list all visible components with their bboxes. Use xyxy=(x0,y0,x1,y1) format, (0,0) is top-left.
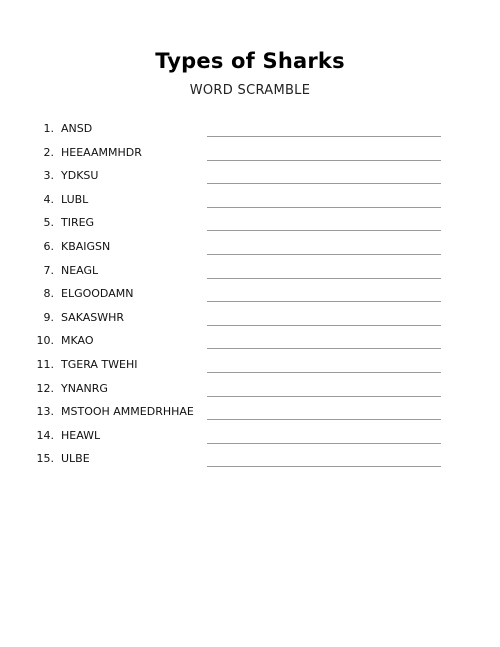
list-item xyxy=(0,262,500,286)
scrambled-word: ULBE xyxy=(61,452,90,466)
answer-line xyxy=(207,160,441,161)
scrambled-word: KBAIGSN xyxy=(61,239,111,253)
scrambled-word: MSTOOH AMMEDRHHAE xyxy=(61,405,194,419)
item-number: 12. xyxy=(36,381,54,395)
scrambled-word: TGERA TWEHI xyxy=(61,357,138,371)
scrambled-word: NEAGL xyxy=(61,263,99,277)
scrambled-word: TIREG xyxy=(61,216,95,230)
item-number: 13. xyxy=(36,405,54,419)
list-item xyxy=(0,403,500,427)
page-title: Types of Sharks xyxy=(155,49,345,73)
item-number: 11. xyxy=(36,357,54,371)
list-item xyxy=(0,120,500,144)
answer-line xyxy=(207,466,441,467)
item-number: 1. xyxy=(43,122,54,135)
answer-line xyxy=(207,372,441,373)
list-item xyxy=(0,214,500,238)
list-item xyxy=(0,167,500,191)
list-item xyxy=(0,332,500,356)
page-subtitle: WORD SCRAMBLE xyxy=(189,83,311,98)
list-item xyxy=(0,427,500,451)
answer-line xyxy=(207,254,441,255)
list-item xyxy=(0,144,500,168)
item-number: 5. xyxy=(43,216,54,230)
item-number: 4. xyxy=(43,192,54,206)
list-item xyxy=(0,191,500,215)
scrambled-word: HEEAAMMHDR xyxy=(61,145,142,159)
item-number: 6. xyxy=(43,239,54,253)
answer-line xyxy=(207,419,441,420)
list-item xyxy=(0,356,500,380)
item-number: 9. xyxy=(43,310,54,324)
scrambled-word: ANSD xyxy=(61,122,93,135)
scrambled-word: YDKSU xyxy=(61,169,99,183)
list-item xyxy=(0,285,500,309)
answer-line xyxy=(207,348,441,349)
list-item xyxy=(0,380,500,404)
answer-line xyxy=(207,207,441,208)
answer-line xyxy=(207,443,441,444)
item-number: 8. xyxy=(43,287,54,301)
item-number: 2. xyxy=(43,145,54,159)
answer-line xyxy=(207,301,441,302)
scrambled-word: SAKASWHR xyxy=(61,310,125,324)
item-number: 14. xyxy=(36,428,54,442)
list-item xyxy=(0,309,500,333)
scrambled-word: HEAWL xyxy=(61,428,101,442)
list-item xyxy=(0,238,500,262)
answer-line xyxy=(207,136,441,137)
item-number: 10. xyxy=(36,334,54,348)
answer-line xyxy=(207,396,441,397)
answer-line xyxy=(207,230,441,231)
answer-line xyxy=(207,325,441,326)
scrambled-word: LUBL xyxy=(61,192,89,206)
item-number: 3. xyxy=(43,169,54,183)
answer-line xyxy=(207,183,441,184)
item-number: 15. xyxy=(36,452,54,466)
list-item xyxy=(0,450,500,474)
item-number: 7. xyxy=(43,263,54,277)
scrambled-word: MKAO xyxy=(61,334,94,348)
scrambled-word: YNANRG xyxy=(61,381,108,395)
answer-line xyxy=(207,278,441,279)
word-scramble-list xyxy=(0,120,500,474)
scrambled-word: ELGOODAMN xyxy=(61,287,134,301)
